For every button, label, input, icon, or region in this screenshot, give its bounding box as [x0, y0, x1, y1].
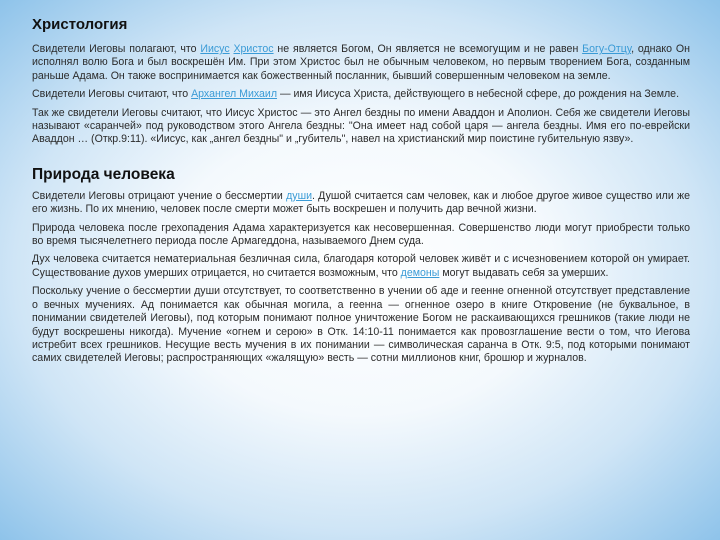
paragraph	[32, 190, 690, 217]
text: , однако Он исполнял волю Бога и был воскрешён Им. При этом Христос был не обычным человеком, но первым творением Бога, созданным раньше Адама. Он также воспринимается как божественный посланник, бывший совершенным человеком на земле.	[32, 43, 690, 82]
text: — имя Иисуса Христа, действующего в небесной сфере, до рождения на Земле.	[277, 88, 680, 101]
paragraph	[32, 253, 690, 280]
document-content	[32, 10, 690, 371]
section-title-human-nature: Природа человека	[32, 165, 175, 183]
link-soul[interactable]: души	[286, 189, 312, 202]
paragraph	[32, 88, 690, 101]
text: Свидетели Иеговы полагают, что	[32, 43, 201, 55]
text: не является Богом, Он является не всемогущим и не равен	[273, 43, 583, 55]
text: могут выдавать себя за умерших.	[439, 266, 609, 279]
section-title-christology: Христология	[32, 16, 128, 33]
text: Свидетели Иеговы отрицают учение о бессмертии	[32, 189, 287, 202]
text: Свидетели Иеговы считают, что	[32, 88, 192, 101]
paragraph: Природа человека после грехопадения Адама характеризуется как несовершенная. Совершенство люди могут приобрести только во время тысячелетнего периода после Армагеддона, называемого Днем суда.	[32, 221, 690, 248]
link-christ[interactable]: Христос	[233, 43, 274, 55]
paragraph: Так же свидетели Иеговы считают, что Иисус Христос — это Ангел бездны по имени Аваддон и Аполион. Себя же свидетели Иеговы называют «саранчей» под руководством этого Ангела бездны: "Она имеет над собой царя — ангела бездны. Имя его по-еврейски Аваддон … (Откр.9:11). «Иисус, как „ангел бездны" и „губитель", навел на христианский мир поистине губительную язву».	[32, 106, 690, 146]
paragraph: Поскольку учение о бессмертии души отсутствует, то соответственно в учении об аде и геенне огненной отсутствует представление о вечных мучениях. Ад понимается как обычная могила, а геенна — огненное озеро в книге Откровение (не буквальное, в понимании свидетелей Иеговы), под которым понимают полное уничтожение Богом не раскаивающихся грешников (такие люди не будут воскрешены никогда). Мучение «огнем и серою» в Отк. 14:10-11 понимается как провозглашение вести о том, что Иегова истребит всех грешников. Несущие весть мучения в их понимании — символическая саранча в Отк. 9:5, под которыми понимают самих свидетелей Иеговы; распространяющих «жалящую» весть — сотни миллионов книг, брошюр и журналов.	[32, 285, 690, 365]
paragraph	[32, 43, 690, 83]
link-jesus[interactable]: Иисус	[200, 43, 230, 55]
link-archangel-michael[interactable]: Архангел Михаил	[191, 88, 278, 101]
text: . Душой считается сам человек, как и любое другое живое существо или же его жизнь. По их мнению, человек после смерти может быть воскрешен и получить дар вечной жизни.	[32, 189, 691, 216]
text: Дух человека считается нематериальная безличная сила, благодаря которой человек живёт и с исчезновением которой он умирает. Существование духов умерших отрицается, но считается возможным, что	[32, 253, 690, 279]
link-demons[interactable]: демоны	[400, 266, 440, 279]
link-god-father[interactable]: Богу-Отцу	[582, 43, 632, 55]
